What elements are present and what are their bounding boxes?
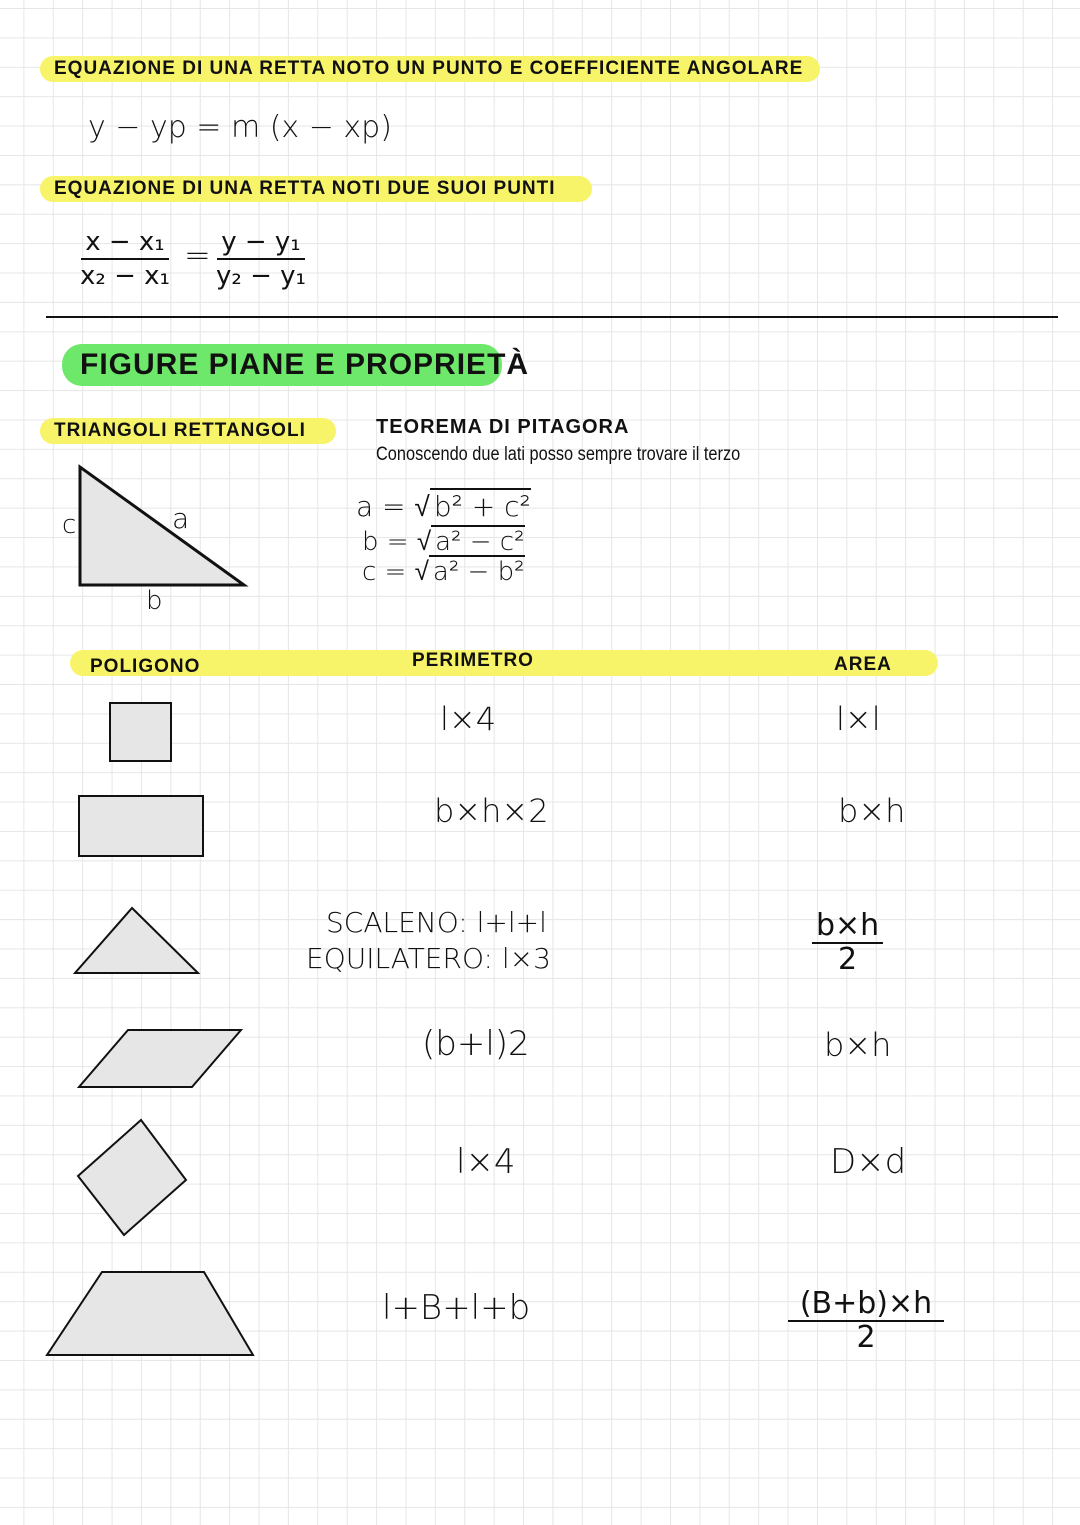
rhombus-shape [78,1120,186,1235]
square-shape [110,703,171,761]
perimeter-trapezoid: l+B+l+b [382,1288,531,1328]
triangle-shape [75,908,198,973]
formula-point-slope: y − yp = m (x − xp) [88,110,392,145]
area-trapezoid [788,1288,944,1354]
pitagora-lhs: c = [362,557,407,587]
pitagora-lhs: a = [356,490,406,523]
area-triangle-num: b×h [812,910,883,944]
header-area: AREA [834,654,892,675]
parallelogram-shape [79,1030,241,1087]
pitagora-radicand: b² + c² [430,488,531,523]
area-triangle [812,910,883,976]
pitagora-row-a: a = √ b² + c² [356,490,531,523]
area-square: l×l [836,700,881,738]
pitagora-lhs: b = [362,527,409,557]
label-side-c: c [62,510,77,540]
perimeter-parallelogram: (b+l)2 [422,1024,530,1064]
heading-point-slope: EQUAZIONE DI UNA RETTA NOTO UN PUNTO E COEFFICIENTE ANGOLARE [40,56,820,82]
perimeter-rectangle: b×h×2 [434,792,549,830]
pitagora-subtitle: Conoscendo due lati posso sempre trovare il terzo [376,444,741,465]
header-polygon: POLIGONO [90,656,201,677]
heading-right-triangles: TRIANGOLI RETTANGOLI [40,418,336,444]
perimeter-triangle-scalene: SCALENO: l+l+l [326,906,547,939]
perimeter-rhombus: l×4 [456,1142,516,1182]
area-triangle-den: 2 [838,942,858,977]
fraction-y-num: y − y₁ [217,226,305,260]
label-side-b: b [146,586,163,616]
fraction-x-num: x − x₁ [81,226,169,260]
section-title: FIGURE PIANE E PROPRIETÀ [62,344,502,386]
perimeter-square: l×4 [440,700,497,738]
area-rhombus: D×d [830,1142,907,1182]
pitagora-row-c: c = √ a² − b² [362,557,525,587]
fraction-x-den: x₂ − x₁ [80,261,170,291]
right-triangle-shape [80,467,244,585]
pitagora-radicand: a² − b² [429,555,525,587]
pitagora-radicand: a² − c² [431,525,524,557]
area-rectangle: b×h [838,792,906,830]
area-parallelogram: b×h [824,1026,892,1064]
fraction-y-den: y₂ − y₁ [216,261,306,291]
label-side-a: a [172,502,190,535]
pitagora-heading: TEOREMA DI PITAGORA [376,416,630,438]
perimeter-triangle-equilateral: EQUILATERO: l×3 [306,942,551,975]
area-trapezoid-num: (B+b)×h [788,1288,944,1322]
pitagora-row-b: b = √ a² − c² [362,527,525,557]
equals-sign: = [184,236,211,274]
trapezoid-shape [47,1272,253,1355]
rectangle-shape [79,796,203,856]
heading-two-points: EQUAZIONE DI UNA RETTA NOTI DUE SUOI PUNTI [40,176,592,202]
area-trapezoid-den: 2 [856,1320,876,1355]
header-perimeter: PERIMETRO [412,650,534,671]
